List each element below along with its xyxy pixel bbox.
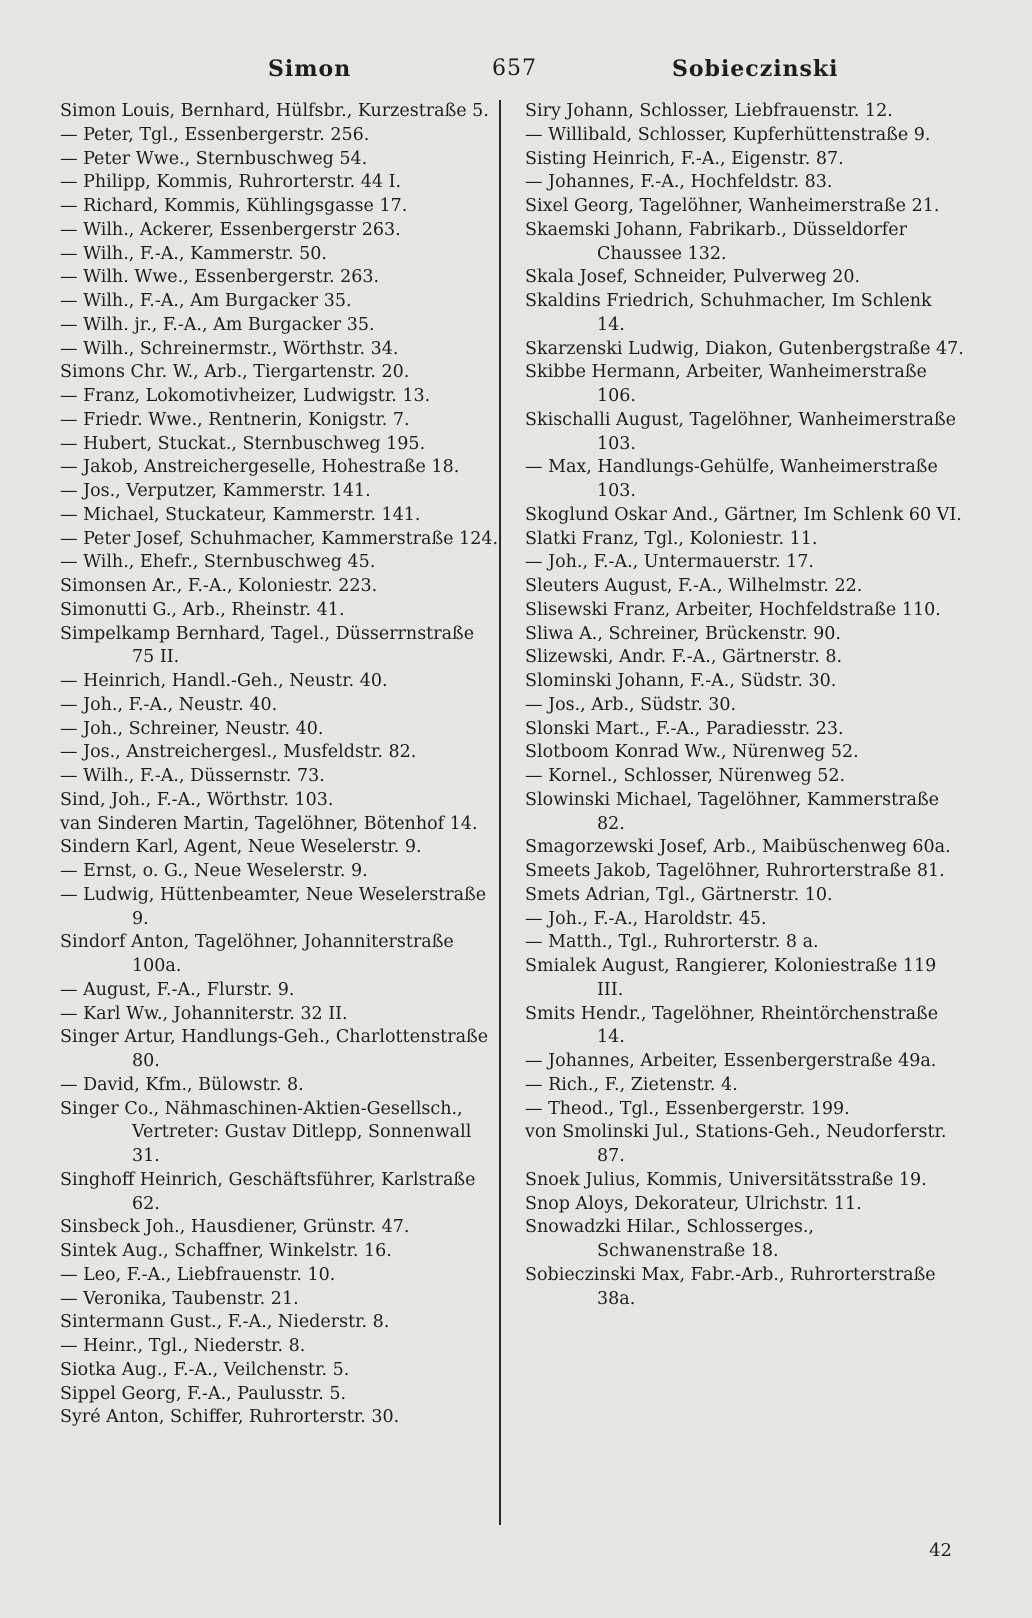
directory-entry: Simonsen Ar., F.-A., Koloniestr. 223. xyxy=(60,576,378,596)
directory-entry: — Franz, Lokomotivheizer, Ludwigstr. 13. xyxy=(60,386,431,406)
directory-entry: — Rich., F., Zietenstr. 4. xyxy=(525,1074,738,1095)
directory-entry: — Heinrich, Handl.-Geh., Neustr. 40. xyxy=(60,671,388,691)
directory-entry: — Peter, Tgl., Essenbergerstr. 256. xyxy=(60,124,370,145)
directory-entry: Slonski Mart., F.-A., Paradiesstr. 23. xyxy=(525,718,844,739)
directory-entry: Skischalli August, Tagelöhner, Wanheimerstraße 103. xyxy=(525,409,957,454)
page-number: 657 xyxy=(492,56,537,81)
directory-entry: Skibbe Hermann, Arbeiter, Wanheimerstraße 106. xyxy=(525,362,927,406)
directory-entry: Singer Artur, Handlungs-Geh., Charlottenstraße 80. xyxy=(60,1027,489,1071)
directory-entry: Sindern Karl, Agent, Neue Weselerstr. 9. xyxy=(60,837,422,858)
directory-entry: — Jos., Verputzer, Kammerstr. 141. xyxy=(60,481,371,501)
directory-entry: — Wilh., F.-A., Düssernstr. 73. xyxy=(60,766,325,786)
directory-entry: Smagorzewski Josef, Arb., Maibüschenweg 60a. xyxy=(525,837,951,858)
directory-entry: Singer Co., Nähmaschinen-Aktien-Gesellsch., Vertreter: Gustav Ditlepp, Sonnenwall 31. xyxy=(60,1098,472,1166)
directory-entry: Slominski Johann, F.-A., Südstr. 30. xyxy=(525,671,837,691)
directory-entry: Slotboom Konrad Ww., Nürenweg 52. xyxy=(525,742,859,763)
directory-entry: — Jakob, Anstreichergeselle, Hohestraße 18. xyxy=(60,457,460,478)
directory-entry: — Wilh. jr., F.-A., Am Burgacker 35. xyxy=(60,314,375,335)
directory-entry: Skaldins Friedrich, Schuhmacher, Im Schlenk 14. xyxy=(525,291,932,335)
directory-entry: Sobieczinski Max, Fabr.-Arb., Ruhrorterstraße 38a. xyxy=(525,1264,936,1309)
directory-entry: — August, F.-A., Flurstr. 9. xyxy=(60,979,295,1000)
directory-entry: — Hubert, Stuckat., Sternbuschweg 195. xyxy=(60,433,426,454)
directory-entry: — Matth., Tgl., Ruhrorterstr. 8 a. xyxy=(525,932,819,953)
directory-entry: Simpelkamp Bernhard, Tagel., Düsserrnstraße 75 II. xyxy=(60,623,475,668)
directory-entry: Sleuters August, F.-A., Wilhelmstr. 22. xyxy=(525,576,863,596)
directory-entry: Singhoff Heinrich, Geschäftsführer, Karlstraße 62. xyxy=(60,1169,476,1214)
directory-entry: Sisting Heinrich, F.-A., Eigenstr. 87. xyxy=(525,148,844,169)
directory-entry: — Veronika, Taubenstr. 21. xyxy=(60,1288,299,1309)
directory-entry: Slizewski, Andr. F.-A., Gärtnerstr. 8. xyxy=(525,647,843,668)
directory-entry: — Ernst, o. G., Neue Weselerstr. 9. xyxy=(60,861,368,881)
directory-entry: — Theod., Tgl., Essenbergerstr. 199. xyxy=(525,1098,850,1119)
directory-entry: — Johannes, Arbeiter, Essenbergerstraße 49a. xyxy=(525,1051,937,1071)
directory-entry: Sind, Joh., F.-A., Wörthstr. 103. xyxy=(60,789,334,810)
directory-entry: Sinsbeck Joh., Hausdiener, Grünstr. 47. xyxy=(60,1217,410,1238)
directory-entry: Sindorf Anton, Tagelöhner, Johanniterstraße 100a. xyxy=(60,932,454,976)
directory-entry: — Wilh., F.-A., Am Burgacker 35. xyxy=(60,291,352,311)
directory-entry: — Joh., F.-A., Haroldstr. 45. xyxy=(525,908,767,929)
directory-entry: — Richard, Kommis, Kühlingsgasse 17. xyxy=(60,196,408,216)
directory-entry: Siotka Aug., F.-A., Veilchenstr. 5. xyxy=(60,1359,350,1380)
directory-entry: — Kornel., Schlosser, Nürenweg 52. xyxy=(525,766,846,786)
directory-entry: — Johannes, F.-A., Hochfeldstr. 83. xyxy=(525,172,833,193)
directory-entry: van Sinderen Martin, Tagelöhner, Bötenhof 14. xyxy=(60,813,478,834)
directory-entry: — Joh., F.-A., Neustr. 40. xyxy=(60,694,278,715)
directory-entry: — Jos., Arb., Südstr. 30. xyxy=(525,694,737,715)
running-head xyxy=(60,56,972,88)
directory-entry: Skarzenski Ludwig, Diakon, Gutenbergstraße 47. xyxy=(525,338,964,359)
directory-entry: — David, Kfm., Bülowstr. 8. xyxy=(60,1074,304,1095)
directory-entry: Sippel Georg, F.-A., Paulusstr. 5. xyxy=(60,1383,347,1404)
directory-entry: — Ludwig, Hüttenbeamter, Neue Weselerstraße 9. xyxy=(60,884,487,929)
directory-entry: — Leo, F.-A., Liebfrauenstr. 10. xyxy=(60,1264,336,1285)
directory-entry: Smeets Jakob, Tagelöhner, Ruhrorterstraße 81. xyxy=(525,861,945,881)
column-divider xyxy=(499,100,501,1525)
head-left-name: Simon xyxy=(268,56,352,82)
directory-entry: Simons Chr. W., Arb., Tiergartenstr. 20. xyxy=(60,362,410,383)
directory-entry: — Wilh., Ehefr., Sternbuschweg 45. xyxy=(60,552,376,573)
directory-entry: — Wilh., Ackerer, Essenbergerstr 263. xyxy=(60,219,401,240)
directory-entry: Slatki Franz, Tgl., Koloniestr. 11. xyxy=(525,528,818,549)
directory-entry: — Joh., Schreiner, Neustr. 40. xyxy=(60,718,324,739)
directory-entry: Smets Adrian, Tgl., Gärtnerstr. 10. xyxy=(525,884,833,905)
directory-entry: — Peter Wwe., Sternbuschweg 54. xyxy=(60,148,368,169)
directory-entry: Syré Anton, Schiffer, Ruhrorterstr. 30. xyxy=(60,1407,400,1428)
directory-entry: — Friedr. Wwe., Rentnerin, Konigstr. 7. xyxy=(60,409,410,430)
directory-entry: — Michael, Stuckateur, Kammerstr. 141. xyxy=(60,504,421,525)
directory-entry: Slisewski Franz, Arbeiter, Hochfeldstraße 110. xyxy=(525,599,941,620)
directory-entry: Slowinski Michael, Tagelöhner, Kammerstraße 82. xyxy=(525,789,939,834)
directory-entry: von Smolinski Jul., Stations-Geh., Neudorferstr. 87. xyxy=(525,1122,947,1166)
directory-entry: — Wilh., Schreinermstr., Wörthstr. 34. xyxy=(60,338,399,359)
directory-entry: — Max, Handlungs-Gehülfe, Wanheimerstraße 103. xyxy=(525,457,938,501)
right-column xyxy=(525,100,965,1311)
directory-entry: — Heinr., Tgl., Niederstr. 8. xyxy=(60,1336,306,1356)
directory-entry: Smits Hendr., Tagelöhner, Rheintörchenstraße 14. xyxy=(525,1003,939,1048)
directory-entry: — Wilh. Wwe., Essenbergerstr. 263. xyxy=(60,267,380,288)
directory-entry: Snoek Julius, Kommis, Universitätsstraße 19. xyxy=(525,1169,927,1190)
directory-entry: Smialek August, Rangierer, Koloniestraße 119 III. xyxy=(525,956,937,1000)
left-column xyxy=(60,100,500,1430)
directory-entry: Skoglund Oskar And., Gärtner, Im Schlenk 60 VI. xyxy=(525,504,962,525)
directory-entry: Sliwa A., Schreiner, Brückenstr. 90. xyxy=(525,623,841,644)
directory-entry: Sixel Georg, Tagelöhner, Wanheimerstraße 21. xyxy=(525,196,940,216)
directory-entry: Snop Aloys, Dekorateur, Ulrichstr. 11. xyxy=(525,1193,862,1214)
head-right-name: Sobieczinski xyxy=(672,56,839,82)
directory-entry: Snowadzki Hilar., Schlosserges., Schwanenstraße 18. xyxy=(525,1217,814,1261)
directory-entry: Skaemski Johann, Fabrikarb., Düsseldorfer Chaussee 132. xyxy=(525,219,908,264)
directory-entry: — Wilh., F.-A., Kammerstr. 50. xyxy=(60,243,327,264)
directory-entry: — Jos., Anstreichergesl., Musfeldstr. 82. xyxy=(60,742,417,763)
directory-entry: Skala Josef, Schneider, Pulverweg 20. xyxy=(525,267,861,288)
directory-entry: — Peter Josef, Schuhmacher, Kammerstraße 124. xyxy=(60,528,499,549)
sheet-number: 42 xyxy=(929,1540,952,1561)
directory-entry: Simon Louis, Bernhard, Hülfsbr., Kurzestraße 5. xyxy=(60,101,489,121)
directory-entry: — Karl Ww., Johanniterstr. 32 II. xyxy=(60,1003,348,1024)
directory-entry: Simonutti G., Arb., Rheinstr. 41. xyxy=(60,599,345,620)
directory-entry: Sintek Aug., Schaffner, Winkelstr. 16. xyxy=(60,1241,392,1261)
directory-entry: — Willibald, Schlosser, Kupferhüttenstraße 9. xyxy=(525,124,931,145)
directory-entry: Siry Johann, Schlosser, Liebfrauenstr. 12. xyxy=(525,101,893,121)
directory-entry: Sintermann Gust., F.-A., Niederstr. 8. xyxy=(60,1312,390,1333)
directory-entry: — Philipp, Kommis, Ruhrorterstr. 44 I. xyxy=(60,172,402,193)
directory-entry: — Joh., F.-A., Untermauerstr. 17. xyxy=(525,552,814,573)
